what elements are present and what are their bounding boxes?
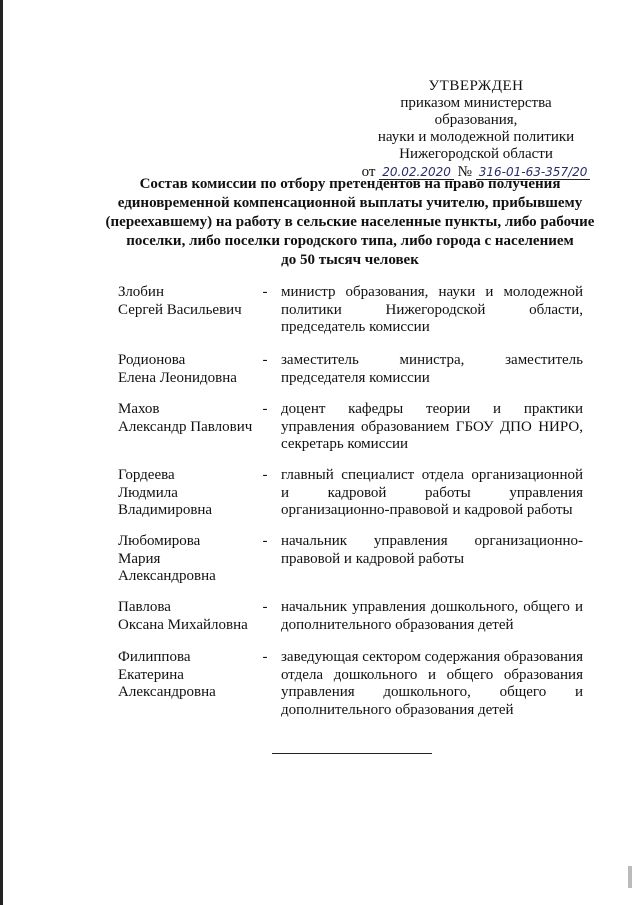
- member-role: заместитель министра, заместитель председателя комиссии: [281, 352, 583, 386]
- approval-block: [360, 78, 592, 181]
- member-surname: Павлова: [118, 599, 171, 615]
- member-dash: -: [262, 467, 268, 483]
- title-line: (переехавшему) на работу в сельские населенные пункты, либо рабочие: [105, 214, 595, 230]
- member-role: главный специалист отдела организационной и кадровой работы управления организационно-правовой и кадровой работы: [281, 467, 583, 518]
- number-label: №: [457, 164, 472, 180]
- approval-line-1: приказом министерства образования,: [400, 95, 552, 128]
- approval-line-2: науки и молодежной политики: [377, 129, 575, 145]
- member-surname: Родионова: [118, 352, 186, 368]
- member-dash: -: [262, 352, 268, 368]
- member-patronymic: Александровна: [118, 684, 216, 700]
- member-role: начальник управления дошкольного, общего и дополнительного образования детей: [281, 599, 583, 633]
- member-dash: -: [262, 649, 268, 665]
- from-label: от: [361, 164, 376, 180]
- handwritten-number: 316-01-63-357/20: [476, 165, 591, 180]
- approval-line-3: Нижегородской области: [399, 146, 553, 162]
- scan-corner-mark: [628, 866, 632, 888]
- member-dash: -: [262, 284, 268, 300]
- member-surname: Махов: [118, 401, 160, 417]
- title-line: поселки, либо поселки городского типа, либо города с населением: [126, 233, 574, 249]
- member-role: заведующая сектором содержания образования отдела дошкольного и общего образования управления дошкольного, общего и дополнительного образования детей: [281, 649, 583, 718]
- member-surname: Злобин: [118, 284, 164, 300]
- document-title: [100, 175, 600, 270]
- member-role: доцент кафедры теории и практики управления образованием ГБОУ ДПО НИРО, секретарь комиссии: [281, 401, 583, 452]
- title-line: до 50 тысяч человек: [281, 252, 419, 268]
- member-name: [118, 284, 258, 319]
- closing-rule: [272, 753, 432, 754]
- member-dash: -: [262, 599, 268, 615]
- approval-header: УТВЕРЖДЕН: [428, 78, 524, 94]
- member-name: [118, 533, 258, 586]
- member-surname: Филиппова: [118, 649, 191, 665]
- member-given-names: Александр Павлович: [118, 418, 253, 435]
- member-surname: Гордеева: [118, 467, 175, 483]
- member-surname: Любомирова: [118, 533, 201, 549]
- member-name: [118, 649, 258, 702]
- member-patronymic: Александровна: [118, 568, 216, 584]
- member-name: [118, 467, 258, 520]
- member-given-names: Людмила: [118, 484, 178, 501]
- member-dash: -: [262, 533, 268, 549]
- handwritten-date: 20.02.2020: [379, 165, 454, 180]
- member-name: [118, 599, 258, 634]
- member-patronymic: Владимировна: [118, 502, 213, 518]
- member-name: [118, 352, 258, 387]
- member-dash: -: [262, 401, 268, 417]
- member-role: начальник управления организационно-правовой и кадровой работы: [281, 533, 583, 567]
- member-given-names: Оксана Михайловна: [118, 616, 248, 633]
- member-name: [118, 401, 258, 436]
- title-line: Состав комиссии по отбору претендентов на право получения: [139, 176, 561, 192]
- member-role: министр образования, науки и молодежной политики Нижегородской области, председатель комиссии: [281, 284, 583, 335]
- title-line: единовременной компенсационной выплаты учителю, прибывшему: [117, 195, 583, 211]
- member-given-names: Мария: [118, 550, 161, 567]
- member-given-names: Сергей Васильевич: [118, 301, 242, 318]
- member-given-names: Елена Леонидовна: [118, 369, 237, 386]
- scan-edge-line: [0, 0, 3, 905]
- member-given-names: Екатерина: [118, 666, 184, 683]
